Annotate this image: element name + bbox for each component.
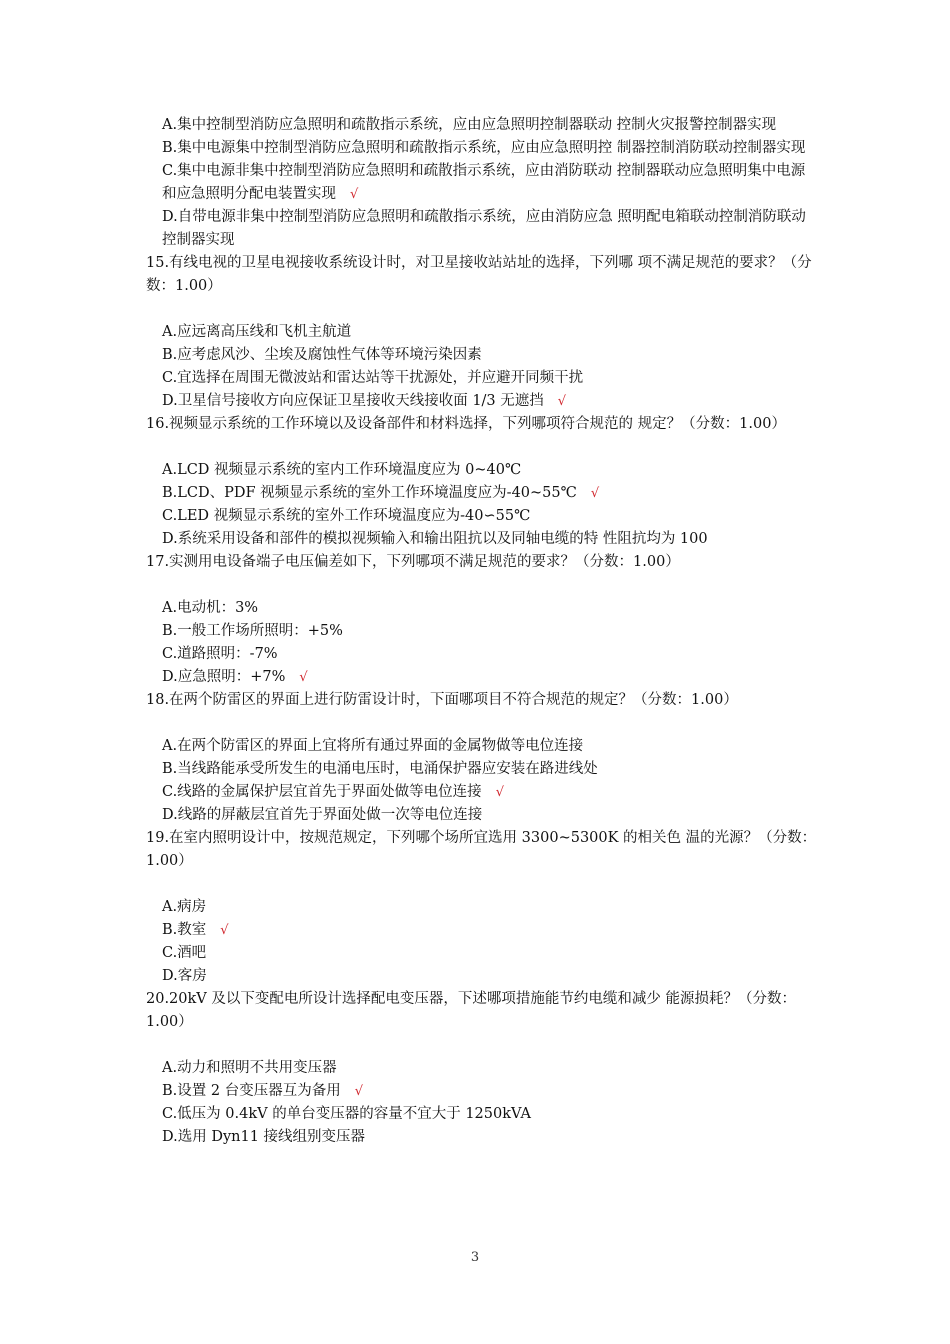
option-text: C.道路照明：-7% [162,646,278,662]
option-text: A.在两个防雷区的界面上宜将所有通过界面的金属物做等电位连接 [162,738,584,754]
option-text: B.集中电源集中控制型消防应急照明和疏散指示系统，应由应急照明控 制器控制消防联动控制器实现 [162,140,806,156]
option-list [146,896,818,988]
answer-option [146,344,818,367]
question-block [146,252,818,413]
option-list [146,459,818,551]
question-block [146,551,818,689]
answer-option [146,965,818,988]
answer-option [146,735,818,758]
correct-check-icon: √ [495,785,504,800]
question-block [146,988,818,1149]
option-text: A.应远离高压线和飞机主航道 [162,324,352,340]
correct-check-icon: √ [354,1084,364,1099]
answer-option [146,114,818,137]
question-stem: 15.有线电视的卫星电视接收系统设计时，对卫星接收站站址的选择，下列哪 项不满足规范的要求？（分数：1.00） [146,255,812,294]
option-text: D.应急照明：+7% [162,669,286,685]
answer-option [146,1126,818,1149]
option-list [146,597,818,689]
question-block [146,689,818,827]
option-list [146,1057,818,1149]
answer-option [146,1080,818,1103]
answer-option [146,459,818,482]
answer-option [146,896,818,919]
answer-option [146,390,818,413]
option-text: D.客房 [162,968,207,984]
option-text: B.一般工作场所照明：+5% [162,623,343,639]
answer-option [146,505,818,528]
option-text: C.酒吧 [162,945,207,961]
question-stem: 17.实测用电设备端子电压偏差如下，下列哪项不满足规范的要求？（分数：1.00） [146,554,680,570]
answer-option [146,1057,818,1080]
answer-option [146,620,818,643]
answer-option [146,1103,818,1126]
option-text: A.LCD 视频显示系统的室内工作环境温度应为 0~40℃ [162,462,522,478]
option-text: B.设置 2 台变压器互为备用 [162,1083,341,1099]
option-text: A.电动机：3% [162,600,259,616]
answer-option [146,367,818,390]
option-text: A.病房 [162,899,207,915]
option-text: A.动力和照明不共用变压器 [162,1060,337,1076]
correct-check-icon: √ [220,923,229,938]
answer-option [146,321,818,344]
answer-option [146,666,818,689]
answer-option [146,781,818,804]
option-text: B.当线路能承受所发生的电涌电压时，电涌保护器应安装在路进线处 [162,761,598,777]
answer-option [146,758,818,781]
question-stem: 16.视频显示系统的工作环境以及设备部件和材料选择，下列哪项符合规范的 规定？（分数：1.00） [146,416,786,432]
question-block [146,114,818,252]
question-block [146,413,818,551]
answer-option [146,919,818,942]
correct-check-icon: √ [557,394,567,409]
option-text: B.LCD、PDF 视频显示系统的室外工作环境温度应为-40~55℃ [162,485,577,501]
question-stem: 18.在两个防雷区的界面上进行防雷设计时，下面哪项目不符合规范的规定？（分数：1.00） [146,692,738,708]
answer-option [146,528,818,551]
option-list [146,735,818,827]
answer-option [146,597,818,620]
option-text: C.宜选择在周围无微波站和雷达站等干扰源处，并应避开同频干扰 [162,370,584,386]
answer-option [146,206,818,252]
option-text: D.卫星信号接收方向应保证卫星接收天线接收面 1/3 无遮挡 [162,393,544,409]
question-stem: 20.20kV 及以下变配电所设计选择配电变压器，下述哪项措施能节约电缆和减少 能源损耗？（分数：1.00） [146,991,796,1030]
option-text: D.自带电源非集中控制型消防应急照明和疏散指示系统，应由消防应急 照明配电箱联动控制消防联动控制器实现 [162,209,806,248]
option-text: C.LED 视频显示系统的室外工作环境温度应为-40∽55℃ [162,508,531,524]
option-text: D.系统采用设备和部件的模拟视频输入和输出阻抗以及同轴电缆的特 性阻抗均为 100 [162,531,708,547]
answer-option [146,942,818,965]
question-stem: 19.在室内照明设计中，按规范规定，下列哪个场所宜选用 3300~5300K 的相关色 温的光源？（分数：1.00） [146,830,817,869]
question-list [146,114,818,1149]
option-text: B.应考虑风沙、尘埃及腐蚀性气体等环境污染因素 [162,347,482,363]
answer-option [146,643,818,666]
answer-option [146,482,818,505]
option-text: C.低压为 0.4kV 的单台变压器的容量不宜大于 1250kVA [162,1106,531,1122]
question-block [146,827,818,988]
option-text: C.集中电源非集中控制型消防应急照明和疏散指示系统，应由消防联动 控制器联动应急照明集中电源和应急照明分配电装置实现 [162,163,806,202]
answer-option [146,804,818,827]
correct-check-icon: √ [350,187,359,202]
option-list [146,321,818,413]
option-text: C.线路的金属保护层宜首先于界面处做等电位连接 [162,784,482,800]
answer-option [146,160,818,206]
option-text: D.选用 Dyn11 接线组别变压器 [162,1129,366,1145]
option-list [146,114,818,252]
option-text: B.教室 [162,922,207,938]
correct-check-icon: √ [299,670,308,685]
option-text: A.集中控制型消防应急照明和疏散指示系统，应由应急照明控制器联动 控制火灾报警控制器实现 [162,117,777,133]
page-number: 3 [470,1250,480,1265]
correct-check-icon: √ [590,486,600,501]
answer-option [146,137,818,160]
option-text: D.线路的屏蔽层宜首先于界面处做一次等电位连接 [162,807,483,823]
